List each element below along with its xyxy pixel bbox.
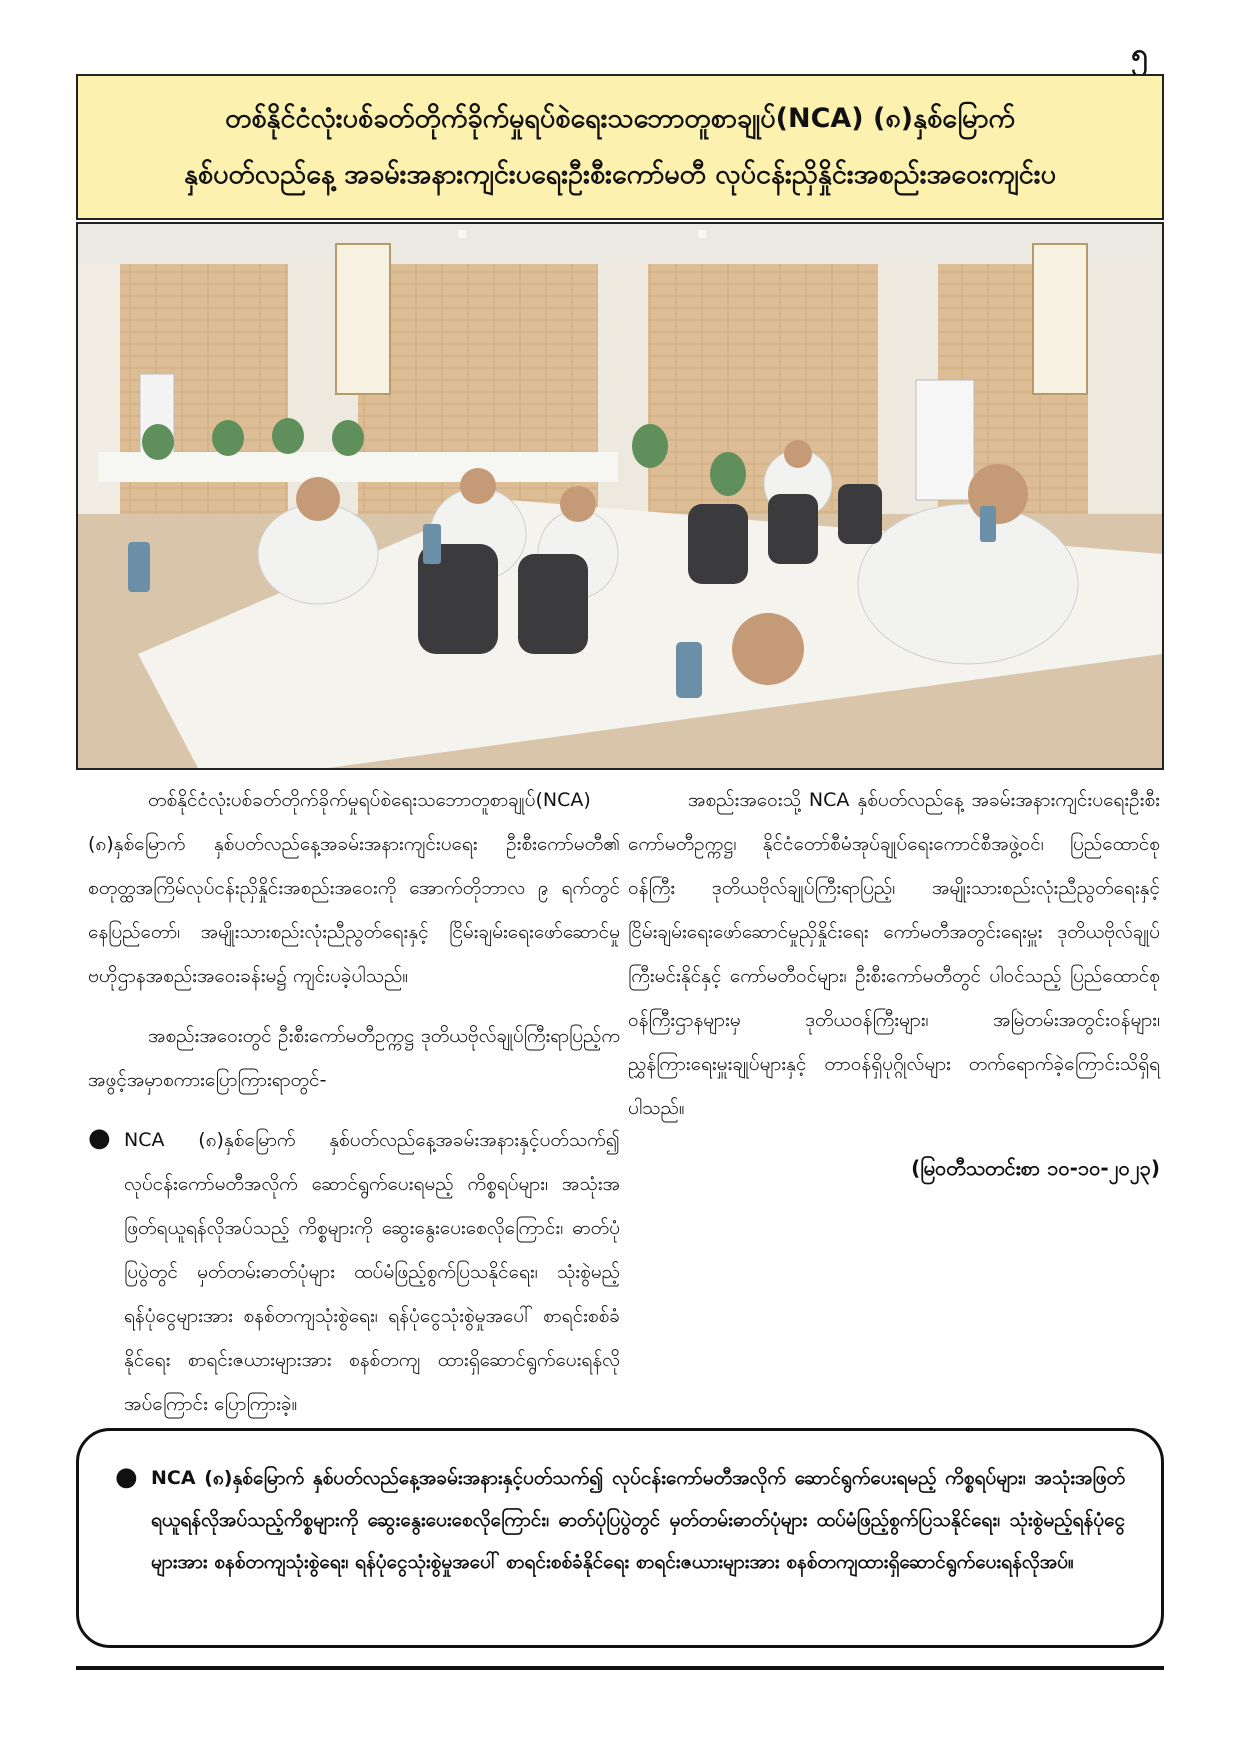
article-bullet	[88, 1118, 620, 1426]
article-bullet-text: NCA (၈)နှစ်မြောက် နှစ်ပတ်လည်နေ့အခမ်းအနားနှင့်ပတ်သက်၍ လုပ်ငန်းကော်မတီအလိုက် ဆောင်ရွက်ပေးရမည့် ကိစ္စရပ်များ၊ အသုံးအဖြတ်ရယူရန်လိုအပ်သည့် ကိစ္စများကို ဆွေးနွေးပေးစေလိုကြောင်း၊ ဓာတ်ပုံပြပွဲတွင် မှတ်တမ်းဓာတ်ပုံများ ထပ်မံဖြည့်စွက်ပြသနိုင်ရေး၊ သုံးစွဲမည့် ရန်ပုံငွေများအား စနစ်တကျသုံးစွဲရေး၊ ရန်ပုံငွေသုံးစွဲမှုအပေါ် စာရင်းစစ်ခံနိုင်ရေး စာရင်းဇယားများအား စနစ်တကျ ထားရှိဆောင်ရွက်ပေးရန်လိုအပ်ကြောင်း ပြောကြားခဲ့။	[124, 1129, 620, 1415]
article-paragraph-1: တစ်နိုင်ငံလုံးပစ်ခတ်တိုက်ခိုက်မှုရပ်စဲရေးသဘောတူစာချုပ်(NCA) (၈)နှစ်မြောက် နှစ်ပတ်လည်နေ့အခမ်းအနားကျင်းပရေး ဦးစီးကော်မတီ၏ စတုတ္ထအကြိမ်လုပ်ငန်းညှိနှိုင်းအစည်းအဝေးကို အောက်တိုဘာလ ၉ ရက်တွင် နေပြည်တော်၊ အမျိုးသားစည်းလုံးညီညွတ်ရေးနှင့် ငြိမ်းချမ်းရေးဖော်ဆောင်မှုဗဟိုဌာနအစည်းအဝေးခန်းမ၌ ကျင်းပခဲ့ပါသည်။	[88, 789, 620, 987]
summary-bullet-dot-icon: ●	[115, 1462, 138, 1492]
article-column-right	[628, 778, 1160, 1190]
headline-box	[76, 74, 1164, 220]
article-paragraph-3: အစည်းအဝေးသို့ NCA နှစ်ပတ်လည်နေ့ အခမ်းအနားကျင်းပရေးဦးစီးကော်မတီဥက္ကဋ္ဌ၊ နိုင်ငံတော်စီမံအုပ်ချုပ်ရေးကောင်စီအဖွဲ့ဝင်၊ ပြည်ထောင်စုဝန်ကြီး ဒုတိယဗိုလ်ချုပ်ကြီးရာပြည့်၊ အမျိုးသားစည်းလုံးညီညွတ်ရေးနှင့် ငြိမ်းချမ်းရေးဖော်ဆောင်မှုညှိနှိုင်းရေး ကော်မတီအတွင်းရေးမှူး ဒုတိယဗိုလ်ချုပ်ကြီးမင်းနိုင်နှင့် ကော်မတီဝင်များ၊ ဦးစီးကော်မတီတွင် ပါဝင်သည့် ပြည်ထောင်စုဝန်ကြီးဌာနများမှ ဒုတိယဝန်ကြီးများ၊ အမြဲတမ်းအတွင်းဝန်များ၊ ညွှန်ကြားရေးမှူးချုပ်များနှင့် တာဝန်ရှိပုဂ္ဂိုလ်များ တက်ရောက်ခဲ့ကြောင်းသိရှိရပါသည်။	[628, 789, 1160, 1119]
bullet-dot-icon: ●	[88, 1123, 111, 1153]
headline-line-1: တစ်နိုင်ငံလုံးပစ်ခတ်တိုက်ခိုက်မှုရပ်စဲရေးသဘောတူစာချုပ်(NCA) (၈)နှစ်မြောက်	[225, 103, 1015, 134]
summary-box	[76, 1428, 1164, 1648]
page-number: ၅	[1131, 37, 1148, 72]
summary-text: NCA (၈)နှစ်မြောက် နှစ်ပတ်လည်နေ့အခမ်းအနားနှင့်ပတ်သက်၍ လုပ်ငန်းကော်မတီအလိုက် ဆောင်ရွက်ပေးရမည့် ကိစ္စရပ်များ၊ အသုံးအဖြတ်ရယူရန်လိုအပ်သည့်ကိစ္စများကို ဆွေးနွေးပေးစေလိုကြောင်း၊ ဓာတ်ပုံပြပွဲတွင် မှတ်တမ်းဓာတ်ပုံများ ထပ်မံဖြည့်စွက်ပြသနိုင်ရေး၊ သုံးစွဲမည့်ရန်ပုံငွေများအား စနစ်တကျသုံးစွဲရေး၊ ရန်ပုံငွေသုံးစွဲမှုအပေါ် စာရင်းစစ်ခံနိုင်ရေး စာရင်းဇယားများအား စနစ်တကျထားရှိဆောင်ရွက်ပေးရန်လိုအပ်။	[151, 1467, 1125, 1573]
article-source: (မြဝတီသတင်းစာ ၁၀-၁၀-၂၀၂၃)	[911, 1156, 1160, 1180]
article-paragraph-2: အစည်းအဝေးတွင် ဦးစီးကော်မတီဥက္ကဋ္ဌ ဒုတိယဗိုလ်ချုပ်ကြီးရာပြည့်က အဖွင့်အမှာစကားပြောကြားရာတွင်-	[88, 1025, 620, 1091]
article-column-left	[88, 778, 620, 1442]
meeting-photo	[76, 222, 1164, 770]
footer-rule	[76, 1666, 1164, 1670]
headline-line-2: နှစ်ပတ်လည်နေ့ အခမ်းအနားကျင်းပရေးဦးစီးကော်မတီ လုပ်ငန်းညှိနှိုင်းအစည်းအဝေးကျင်းပ	[183, 159, 1057, 190]
